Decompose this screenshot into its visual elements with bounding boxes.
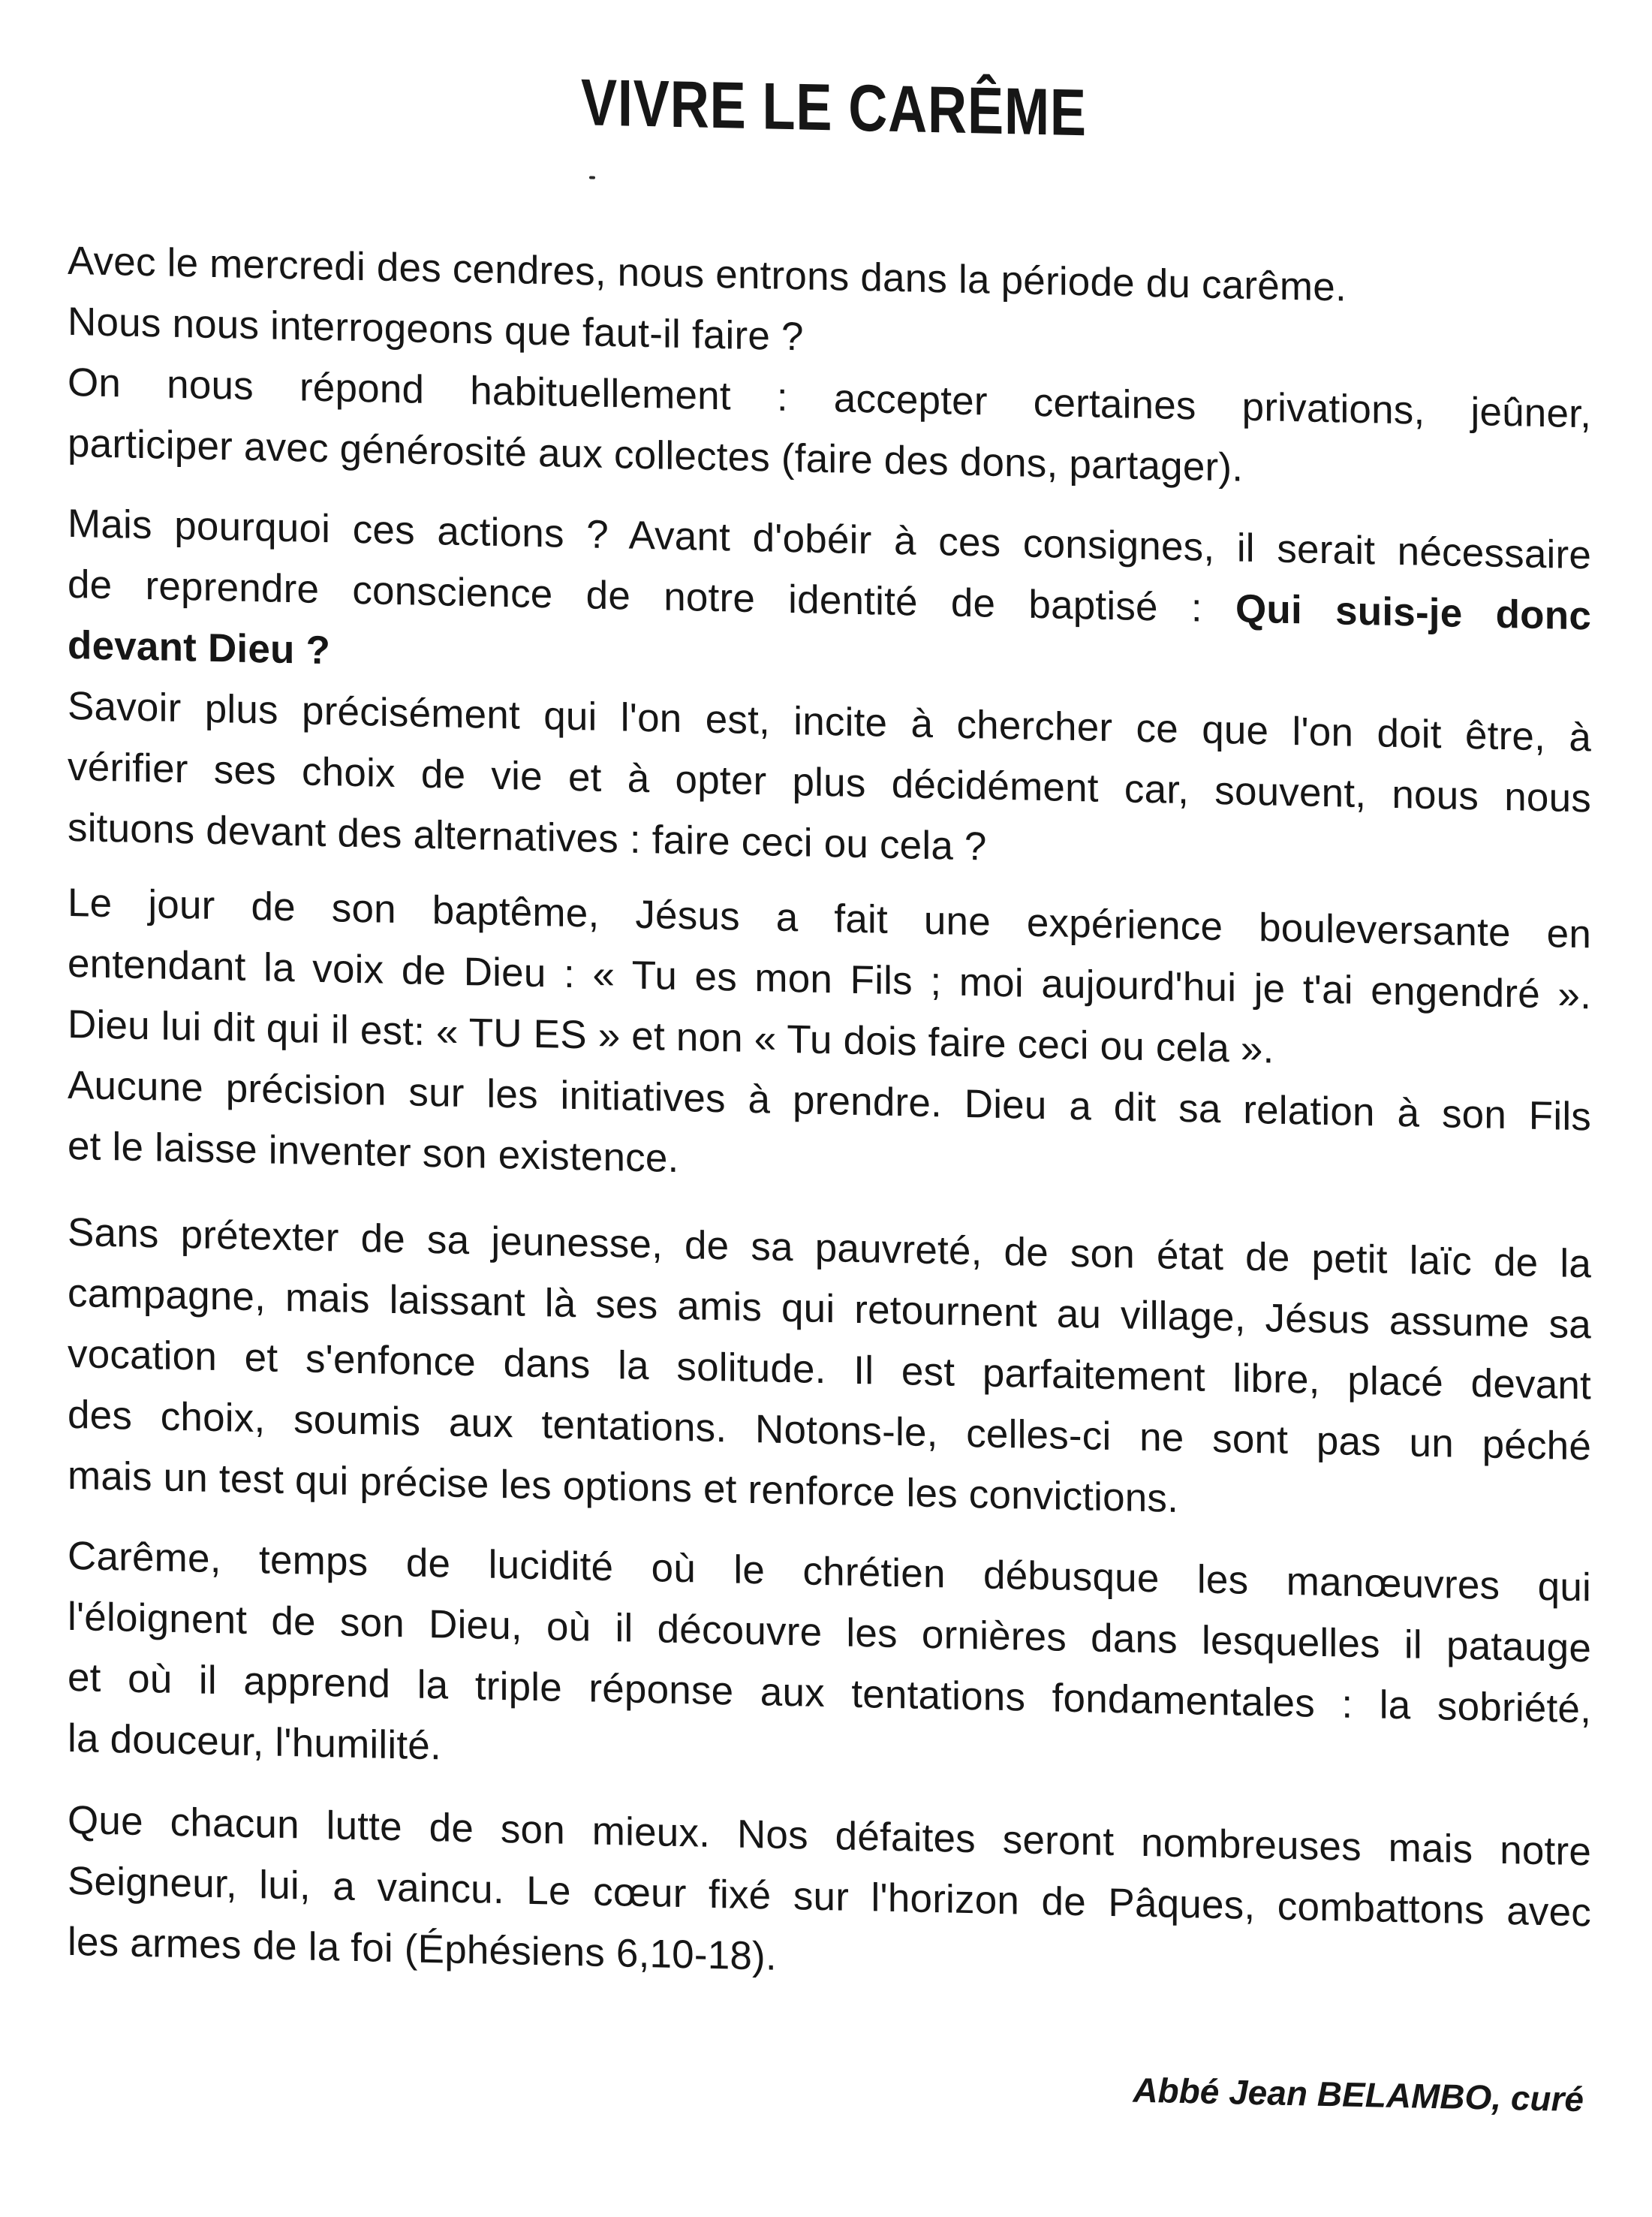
text-segment: Mais pourquoi ces actions ? Avant d'obéir à ces consignes, il serait nécessaire bbox=[68, 501, 1591, 578]
text-segment: et où il apprend la triple réponse aux tentations fondamentales : la sobriété, bbox=[68, 1655, 1591, 1732]
text-segment: vocation et s'enfonce dans la solitude. Il est parfaitement libre, placé devant bbox=[68, 1331, 1591, 1408]
paragraph bbox=[68, 1790, 1591, 2005]
text-segment: campagne, mais laissant là ses amis qui retournent au village, Jésus assume sa bbox=[68, 1270, 1591, 1348]
text-segment: Seigneur, lui, a vaincu. Le cœur fixé sur l'horizon de Pâques, combattons avec bbox=[68, 1858, 1591, 1935]
text-segment: Carême, temps de lucidité où le chrétien débusque les manœuvres qui bbox=[68, 1533, 1591, 1610]
scan-speck bbox=[589, 176, 595, 179]
text-segment: Nous nous interrogeons que faut-il faire ? bbox=[68, 299, 804, 360]
document-title-text: VIVRE LE CARÊME bbox=[580, 65, 1087, 150]
text-segment: vérifier ses choix de vie et à opter plus décidément car, souvent, nous nous bbox=[68, 744, 1591, 821]
signature-line: Abbé Jean BELAMBO, curé bbox=[1133, 2070, 1584, 2119]
bold-text-segment: devant Dieu ? bbox=[68, 622, 331, 673]
text-segment: entendant la voix de Dieu : « Tu es mon Fils ; moi aujourd'hui je t'ai engendré ». bbox=[68, 941, 1591, 1018]
paragraph bbox=[68, 230, 1591, 506]
text-segment: et le laisse inventer son existence. bbox=[68, 1123, 679, 1181]
paragraph bbox=[68, 1202, 1591, 1538]
paragraph bbox=[68, 493, 1591, 890]
text-segment: mais un test qui précise les options et renforce les convictions. bbox=[68, 1453, 1179, 1521]
text-segment: Le jour de son baptême, Jésus a fait une expérience bouleversante en bbox=[68, 880, 1591, 957]
text-segment: Savoir plus précisément qui l'on est, incite à chercher ce que l'on doit être, à bbox=[68, 683, 1591, 761]
document-title bbox=[0, 57, 1652, 158]
text-segment: des choix, soumis aux tentations. Notons-le, celles-ci ne sont pas un péché bbox=[68, 1392, 1591, 1469]
text-segment: On nous répond habituellement : accepter certaines privations, jeûner, bbox=[68, 360, 1591, 437]
text-segment: la douceur, l'humilité. bbox=[68, 1715, 441, 1769]
text-segment: Que chacun lutte de son mieux. Nos défaites seront nombreuses mais notre bbox=[68, 1797, 1591, 1875]
text-segment: l'éloignent de son Dieu, où il découvre les ornières dans lesquelles il patauge bbox=[68, 1594, 1591, 1671]
text-segment: Dieu lui dit qui il est: « TU ES » et non « Tu dois faire ceci ou cela ». bbox=[68, 1002, 1274, 1072]
text-segment: participer avec générosité aux collectes (faire des dons, partager). bbox=[68, 420, 1244, 490]
paragraph bbox=[68, 872, 1591, 1209]
text-segment: situons devant des alternatives : faire ceci ou cela ? bbox=[68, 805, 987, 869]
text-segment: Sans prétexter de sa jeunesse, de sa pauvreté, de son état de petit laïc de la bbox=[68, 1209, 1591, 1287]
bold-text-segment: Qui suis-je donc bbox=[1235, 586, 1591, 639]
text-segment: les armes de la foi (Éphésiens 6,10-18). bbox=[68, 1919, 777, 1979]
paragraph bbox=[68, 1526, 1591, 1801]
text-segment: de reprendre conscience de notre identité de baptisé : bbox=[68, 562, 1235, 631]
text-segment: Avec le mercredi des cendres, nous entrons dans la période du carême. bbox=[68, 238, 1347, 310]
text-segment: Aucune précision sur les initiatives à prendre. Dieu a dit sa relation à son Fils bbox=[68, 1062, 1591, 1140]
